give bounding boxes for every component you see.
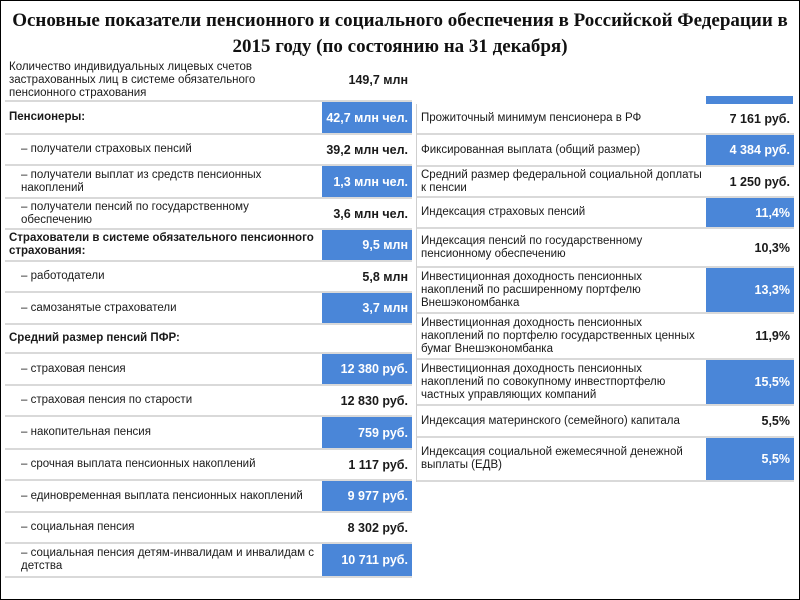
indicator-value: 4 384 руб. <box>706 135 794 165</box>
indicator-value: 1 250 руб. <box>729 174 790 189</box>
indicator-label: Страхователи в системе обязательного пенсионного страхования: <box>9 232 314 257</box>
table-row <box>5 544 412 578</box>
table-row <box>417 104 794 135</box>
indicator-value: 5,8 млн <box>362 269 408 284</box>
table-row <box>5 199 412 230</box>
indicator-value: 5,5% <box>706 438 794 480</box>
indicator-label: – страховая пенсия по старости <box>21 394 193 406</box>
table-row <box>5 354 412 386</box>
indicator-label: – социальная пенсия детям-инвалидам и инвалидам с детства <box>21 547 315 572</box>
table-row <box>5 417 412 450</box>
indicator-label: – социальная пенсия <box>21 521 135 533</box>
indicator-label: Прожиточный минимум пенсионера в РФ <box>421 112 642 124</box>
table-row <box>417 229 794 268</box>
indicator-label: Инвестиционная доходность пенсионных накоплений по расширенному портфелю Внешэкономбанка <box>421 270 643 309</box>
indicator-value: 3,6 млн чел. <box>333 206 408 221</box>
right-table-top-strip <box>706 96 793 104</box>
table-row <box>5 386 412 417</box>
table-row <box>5 230 412 262</box>
indicator-label: Инвестиционная доходность пенсионных накоплений по совокупному инвестпортфелю частных управляющих компаний <box>421 362 666 401</box>
table-row <box>5 166 412 199</box>
indicator-label: Инвестиционная доходность пенсионных накоплений по портфелю государственных ценных бумаг Внешэкономбанка <box>421 316 695 355</box>
indicator-value: 13,3% <box>706 268 794 312</box>
indicator-value: 11,9% <box>755 329 790 343</box>
table-row <box>5 325 412 354</box>
indicator-value <box>322 325 412 352</box>
indicator-label: – срочная выплата пенсионных накоплений <box>21 458 256 470</box>
table-row <box>417 268 794 314</box>
indicator-label: – страховая пенсия <box>21 362 126 375</box>
table-row <box>417 438 794 482</box>
indicator-label: Средний размер федеральной социальной доплаты к пенсии <box>421 168 702 194</box>
indicator-value: 12 380 руб. <box>322 354 412 384</box>
indicator-label: Индексация материнского (семейного) капитала <box>421 414 680 427</box>
indicator-value: 42,7 млн чел. <box>322 102 412 133</box>
indicator-label: – работодатели <box>21 270 105 282</box>
indicator-value: 8 302 руб. <box>347 520 408 535</box>
table-row <box>5 102 412 135</box>
indicator-label: – получатели страховых пенсий <box>21 143 192 155</box>
indicator-value: 12 830 руб. <box>340 393 408 408</box>
indicator-value: 10,3% <box>754 240 790 255</box>
indicator-value: 7 161 руб. <box>729 111 790 126</box>
table-row <box>417 406 794 438</box>
slide-title: Основные показатели пенсионного и социального обеспечения в Российской Федерации в 2015 году (по состоянию на 31 декабря) <box>12 10 788 57</box>
table-row <box>5 262 412 293</box>
indicator-value: 759 руб. <box>322 417 412 448</box>
indicator-value: 11,4% <box>706 198 794 227</box>
indicator-label: – получатели выплат из средств пенсионных накоплений <box>21 168 262 194</box>
indicator-value: 149,7 млн <box>348 73 408 87</box>
table-row <box>417 360 794 406</box>
indicator-label: Индексация страховых пенсий <box>421 206 586 218</box>
indicator-value: 9 977 руб. <box>322 481 412 511</box>
indicator-value: 3,7 млн <box>322 293 412 323</box>
indicator-value: 9,5 млн <box>322 230 412 260</box>
indicator-label: – самозанятые страхователи <box>21 301 177 314</box>
table-row <box>5 60 412 102</box>
table-row <box>5 293 412 325</box>
indicator-value: 10 711 руб. <box>322 544 412 576</box>
indicator-label: – единовременная выплата пенсионных накоплений <box>21 489 303 502</box>
table-row <box>5 450 412 481</box>
left-indicators-table <box>5 60 412 578</box>
table-row <box>417 167 794 198</box>
indicator-label: – накопительная пенсия <box>21 426 151 438</box>
indicator-value: 1 117 руб. <box>348 457 408 472</box>
indicator-value: 1,3 млн чел. <box>322 166 412 197</box>
indicator-label: Индексация социальной ежемесячной денежной выплаты (ЕДВ) <box>421 446 683 471</box>
table-row <box>417 135 794 167</box>
table-row <box>5 513 412 544</box>
indicator-label: Индексация пенсий по государственному пенсионному обеспечению <box>421 234 643 260</box>
indicator-value: 15,5% <box>706 360 794 404</box>
indicator-label: Количество индивидуальных лицевых счетов застрахованных лиц в системе обязательного пенсионного страхования <box>9 60 256 99</box>
indicator-value: 39,2 млн чел. <box>326 142 408 157</box>
table-row <box>5 481 412 513</box>
indicator-label: – получатели пенсий по государственному обеспечению <box>21 200 249 226</box>
table-row <box>417 314 794 360</box>
indicator-label: Средний размер пенсий ПФР: <box>9 332 180 344</box>
right-indicators-table <box>416 104 794 482</box>
table-row <box>5 135 412 166</box>
indicator-label: Фиксированная выплата (общий размер) <box>421 143 641 156</box>
indicator-value: 5,5% <box>761 414 790 428</box>
indicator-label: Пенсионеры: <box>9 111 86 123</box>
table-row <box>417 198 794 229</box>
